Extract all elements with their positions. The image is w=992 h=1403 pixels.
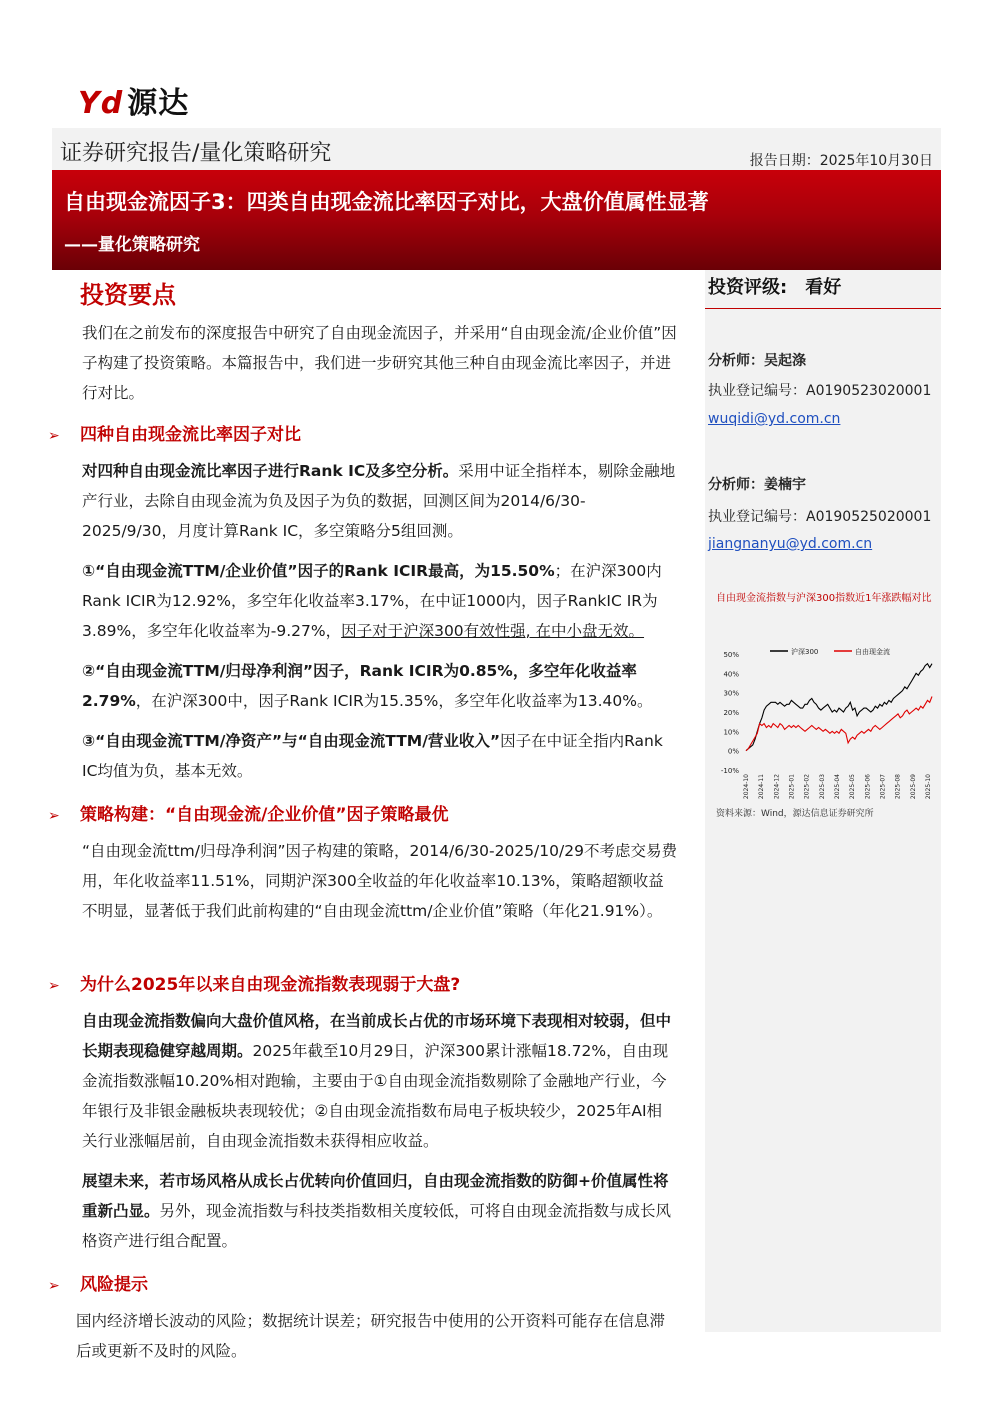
x-tick-label: 2025-05 — [849, 774, 857, 800]
sec1-paragraph-1 — [82, 456, 677, 546]
y-tick-label: 0% — [727, 747, 739, 756]
section-1-title-text: 四种自由现金流比率因子对比 — [80, 425, 301, 445]
analyst-2-reg: 执业登记编号：A0190525020001 — [708, 509, 932, 525]
y-tick-label: -10% — [720, 767, 739, 775]
risk-paragraph: 国内经济增长波动的风险；数据统计误差；研究报告中使用的公开资料可能存在信息滞后或更新不及时的风险。 — [76, 1312, 666, 1360]
section-3-title-text: 为什么2025年以来自由现金流指数表现弱于大盘? — [80, 975, 461, 995]
x-tick-label: 2025-01 — [788, 774, 796, 800]
sec1-p4-text: 因子在中证全指内Rank IC均值为负，基本无效。 — [82, 732, 663, 780]
rating-label: 投资评级: — [708, 277, 788, 298]
sec1-paragraph-4 — [82, 726, 677, 786]
report-subtitle: ——量化策略研究 — [64, 235, 200, 255]
analyst-2-email[interactable]: jiangnanyu@yd.com.cn — [708, 536, 873, 552]
sec3-paragraph-1 — [82, 1006, 677, 1156]
legend-label: 自由现金流 — [855, 648, 890, 656]
sec1-p2-underline: 因子对于沪深300有效性强, 在中小盘无效。 — [341, 622, 645, 640]
x-tick-label: 2024-10 — [743, 774, 750, 800]
legend-label: 沪深300 — [791, 648, 819, 656]
sec3-p1-bold: 自由现金流指数偏向大盘价值风格，在当前成长占优的市场环境下表现相对较弱，但中长期表现稳健穿越周期。 — [82, 1012, 672, 1060]
company-logo — [78, 78, 189, 122]
x-tick-label: 2025-07 — [879, 774, 887, 800]
bullet-arrow-icon: ➢ — [48, 978, 60, 994]
y-tick-label: 40% — [723, 670, 739, 679]
y-tick-label: 30% — [723, 689, 739, 698]
x-tick-label: 2025-06 — [864, 774, 872, 800]
y-tick-label: 20% — [723, 709, 739, 717]
chart-source: 资料来源：Wind，源达信息证券研究所 — [716, 809, 874, 819]
y-tick-label: 10% — [723, 728, 739, 737]
sec1-p3-bold: ②“自由现金流TTM/归母净利润”因子，Rank ICIR为0.85%，多空年化收益率2.79% — [82, 662, 637, 710]
sec1-p1-bold: 对四种自由现金流比率因子进行Rank IC及多空分析。 — [82, 462, 459, 480]
intro-paragraph: 我们在之前发布的深度报告中研究了自由现金流因子，并采用“自由现金流/企业价值”因子构建了投资策略。本篇报告中，我们进一步研究其他三种自由现金流比率因子，并进行对比。 — [82, 324, 677, 402]
sec1-p3-text: ，在沪深300中，因子Rank ICIR为15.35%，多空年化收益率为13.40%。 — [135, 692, 653, 710]
logo-mark: Yd — [78, 86, 124, 121]
sidebar-divider — [705, 308, 941, 309]
sec3-p1-text: 2025年截至10月29日，沪深300累计涨幅18.72%，自由现金流指数涨幅10.20%相对跑输，主要由于①自由现金流指数剔除了金融地产行业，今年银行及非银金融板块表现较优；②自由现金流指数布局电子板块较少，2025年AI相关行业涨幅居前，自由现金流指数未获得相应收益。 — [82, 1042, 669, 1150]
sec1-p2-text: ；在沪深300内Rank ICIR为12.92%，多空年化收益率3.17%，在中证1000内，因子RankIC IR为3.89%，多空年化收益率为-9.27%， — [82, 562, 662, 640]
investment-rating — [708, 273, 841, 299]
report-category-bar — [52, 128, 941, 170]
y-tick-label: 50% — [723, 651, 739, 659]
sec1-p1-text: 采用中证全指样本，剔除金融地产行业，去除自由现金流为负及因子为负的数据，回测区间为2014/6/30-2025/9/30，月度计算Rank IC，多空策略分5组回测。 — [82, 462, 676, 540]
analyst-1-reg: 执业登记编号：A0190523020001 — [708, 383, 932, 399]
sec2-paragraph-1: “自由现金流ttm/归母净利润”因子构建的策略，2014/6/30-2025/10/29不考虑交易费用，年化收益率11.51%，同期沪深300全收益的年化收益率10.13%，策略超额收益不明显，显著低于我们此前构建的“自由现金流ttm/企业价值”策略（年化21.91%）。 — [82, 842, 677, 920]
report-date: 报告日期：2025年10月30日 — [749, 153, 933, 169]
sec1-paragraph-2 — [82, 556, 677, 646]
x-tick-label: 2025-09 — [909, 774, 917, 800]
x-tick-label: 2024-11 — [758, 774, 766, 800]
performance-line-chart — [712, 640, 938, 800]
analyst-2-name: 分析师：姜楠宇 — [708, 477, 806, 493]
analyst-1-name: 分析师：吴起涤 — [708, 353, 806, 369]
rating-value: 看好 — [805, 277, 842, 298]
section-heading: 投资要点 — [80, 281, 176, 309]
analyst-1-email[interactable]: wuqidi@yd.com.cn — [708, 411, 841, 427]
sec3-p2-text: 另外，现金流指数与科技类指数相关度较低，可将自由现金流指数与成长风格资产进行组合配置。 — [82, 1202, 672, 1250]
chart-title: 自由现金流指数与沪深300指数近1年涨跌幅对比 — [716, 593, 932, 604]
series-line-hs300 — [746, 664, 932, 751]
bullet-arrow-icon: ➢ — [48, 808, 60, 824]
sec1-paragraph-3 — [82, 656, 677, 716]
logo-name: 源达 — [127, 86, 190, 121]
section-2-title — [48, 800, 449, 825]
sidebar — [705, 270, 941, 1332]
title-banner — [52, 170, 941, 270]
bullet-arrow-icon: ➢ — [48, 1278, 60, 1294]
x-tick-label: 2024-12 — [773, 774, 781, 800]
x-tick-label: 2025-02 — [803, 774, 811, 800]
section-2-title-text: 策略构建：“自由现金流/企业价值”因子策略最优 — [80, 805, 449, 825]
report-category: 证券研究报告/量化策略研究 — [60, 141, 332, 166]
x-tick-label: 2025-03 — [818, 774, 826, 800]
x-tick-label: 2025-04 — [834, 774, 841, 800]
section-4-title — [48, 1270, 148, 1295]
sec1-p4-bold: ③“自由现金流TTM/净资产”与“自由现金流TTM/营业收入” — [82, 732, 501, 750]
section-1-title — [48, 420, 301, 445]
series-line-fcf — [746, 697, 932, 751]
bullet-arrow-icon: ➢ — [48, 428, 60, 444]
report-title: 自由现金流因子3：四类自由现金流比率因子对比，大盘价值属性显著 — [64, 190, 709, 214]
x-tick-label: 2025-08 — [894, 774, 902, 800]
sec1-p2-bold: ①“自由现金流TTM/企业价值”因子的Rank ICIR最高，为15.50% — [82, 562, 555, 580]
sec3-paragraph-2 — [82, 1166, 677, 1256]
section-3-title — [48, 970, 460, 995]
section-4-title-text: 风险提示 — [80, 1275, 148, 1295]
sec3-p2-bold: 展望未来，若市场风格从成长占优转向价值回归，自由现金流指数的防御+价值属性将重新凸显。 — [82, 1172, 669, 1220]
x-tick-label: 2025-10 — [925, 774, 932, 800]
